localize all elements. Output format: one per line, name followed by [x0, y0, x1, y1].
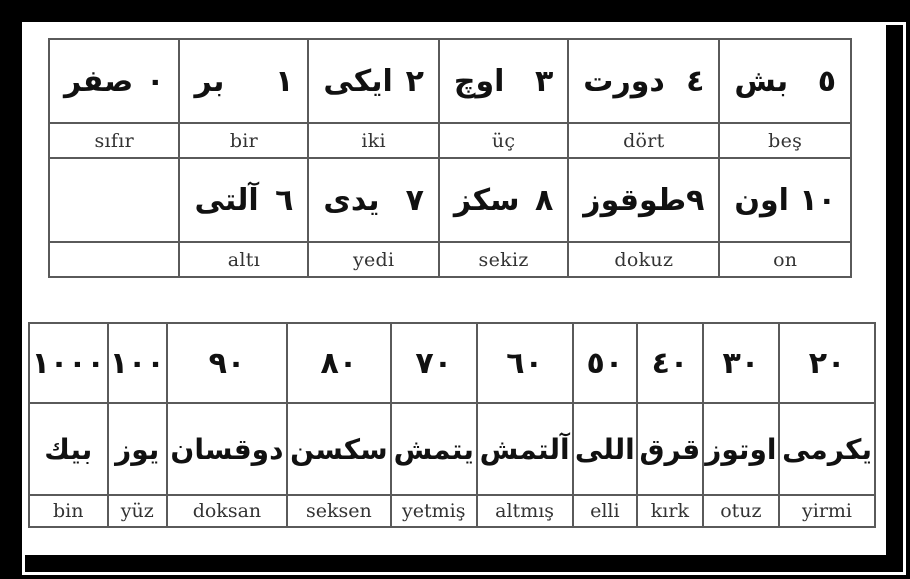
- ottoman-numeral: ٦٠: [506, 345, 543, 381]
- ottoman-numeral: ١: [275, 63, 294, 99]
- ottoman-word: آلتی: [194, 182, 259, 218]
- numeral-cell: [287, 323, 391, 403]
- numeral-cell: [29, 323, 108, 403]
- ottoman-numeral: ٦: [275, 182, 294, 218]
- ottoman-row-1: [49, 39, 851, 123]
- ottoman-word: سکسن: [290, 432, 388, 466]
- latin-cell: [179, 242, 308, 277]
- word-cell: [573, 403, 638, 495]
- cell-9: [568, 158, 719, 242]
- cell-0: [49, 39, 179, 123]
- numeral-cell: [573, 323, 638, 403]
- cell-empty: [49, 158, 179, 242]
- ottoman-word: یوز: [115, 432, 160, 466]
- latin-cell: [179, 123, 308, 158]
- ottoman-word: یکرمی: [782, 432, 872, 466]
- latin-cell: [477, 495, 573, 527]
- numeral-row: [29, 323, 875, 403]
- ottoman-numeral: ٥٠: [586, 345, 624, 381]
- word-cell: [637, 403, 703, 495]
- latin-cell: [308, 123, 439, 158]
- latin-word: sıfır: [94, 129, 134, 152]
- latin-row-2: [49, 242, 851, 277]
- latin-cell: [439, 242, 568, 277]
- word-cell: [108, 403, 167, 495]
- ottoman-word: دورت: [583, 63, 665, 99]
- ottoman-word: یتمش: [393, 432, 474, 466]
- ottoman-numeral: ٢: [405, 63, 424, 99]
- latin-word: üç: [491, 129, 516, 152]
- ottoman-numeral: ٧: [405, 182, 424, 218]
- latin-word: yirmi: [802, 500, 853, 522]
- ottoman-numeral: ٤٠: [651, 345, 689, 381]
- ottoman-word: یدی: [323, 182, 380, 218]
- ottoman-numeral: ٤: [686, 63, 705, 99]
- word-cell: [477, 403, 573, 495]
- numeral-cell: [637, 323, 703, 403]
- latin-word: bir: [229, 129, 259, 152]
- latin-word: yedi: [352, 248, 395, 271]
- latin-row-1: [49, 123, 851, 158]
- ottoman-numeral: ٣٠: [722, 345, 760, 381]
- latin-word: dört: [623, 129, 665, 152]
- latin-cell: [49, 242, 179, 277]
- latin-word: doksan: [192, 500, 262, 522]
- ottoman-numeral: ٨: [534, 182, 554, 218]
- latin-row: [29, 495, 875, 527]
- ottoman-word: اوچ: [453, 63, 505, 99]
- latin-word: seksen: [305, 500, 372, 522]
- latin-cell: [287, 495, 391, 527]
- ottoman-word-row: [29, 403, 875, 495]
- ottoman-numeral: ٠: [146, 63, 165, 99]
- cell-5: [719, 39, 851, 123]
- numeral-cell: [779, 323, 875, 403]
- word-cell: [29, 403, 108, 495]
- ottoman-word: اللی: [574, 432, 635, 466]
- latin-cell: [108, 495, 167, 527]
- ottoman-numeral: ٩٠: [208, 345, 246, 381]
- ottoman-numeral: ٥: [817, 63, 836, 99]
- latin-cell: [29, 495, 108, 527]
- numeral-cell: [391, 323, 477, 403]
- latin-cell: [568, 123, 719, 158]
- latin-word: otuz: [720, 500, 762, 522]
- ottoman-word: بیك: [44, 432, 93, 466]
- latin-word: bin: [53, 500, 84, 522]
- ottoman-word: قرق: [639, 432, 701, 466]
- latin-cell: [637, 495, 703, 527]
- numbers-page: [24, 24, 886, 555]
- numeral-cell: [703, 323, 779, 403]
- ottoman-numeral: ٧٠: [415, 345, 453, 381]
- ottoman-numeral: ١٠٠٠: [31, 345, 105, 381]
- latin-word: kırk: [650, 500, 689, 522]
- latin-word: altı: [227, 248, 261, 271]
- word-cell: [287, 403, 391, 495]
- cell-6: [179, 158, 308, 242]
- ottoman-word: اون: [734, 182, 789, 218]
- latin-cell: [719, 123, 851, 158]
- numbers-table-0-10: [48, 38, 852, 278]
- cell-1: [179, 39, 308, 123]
- latin-cell: [719, 242, 851, 277]
- ottoman-numeral: ٣: [534, 63, 554, 99]
- numeral-cell: [108, 323, 167, 403]
- latin-word: on: [773, 248, 798, 271]
- ottoman-word: ایکی: [323, 63, 393, 99]
- latin-word: sekiz: [478, 248, 529, 271]
- numbers-table-tens: [28, 322, 876, 528]
- latin-word: yetmiş: [401, 500, 466, 522]
- ottoman-word: آلتمش: [479, 432, 570, 466]
- latin-word: dokuz: [614, 248, 674, 271]
- word-cell: [779, 403, 875, 495]
- latin-cell: [308, 242, 439, 277]
- word-cell: [703, 403, 779, 495]
- ottoman-numeral: ٩: [686, 182, 705, 218]
- latin-cell: [391, 495, 477, 527]
- ottoman-word: دوقسان: [170, 432, 284, 466]
- cell-4: [568, 39, 719, 123]
- cell-8: [439, 158, 568, 242]
- ottoman-numeral: ٨٠: [320, 345, 358, 381]
- numeral-cell: [167, 323, 287, 403]
- latin-cell: [573, 495, 638, 527]
- cell-3: [439, 39, 568, 123]
- latin-cell: [49, 123, 179, 158]
- cell-7: [308, 158, 439, 242]
- ottoman-word: بش: [734, 63, 789, 99]
- latin-cell: [568, 242, 719, 277]
- word-cell: [391, 403, 477, 495]
- numeral-cell: [477, 323, 573, 403]
- ottoman-word: طوقوز: [583, 182, 687, 218]
- latin-word: altmış: [495, 500, 555, 522]
- ottoman-word: صفر: [64, 63, 134, 99]
- latin-word: beş: [768, 129, 803, 152]
- word-cell: [167, 403, 287, 495]
- latin-cell: [167, 495, 287, 527]
- latin-cell: [439, 123, 568, 158]
- ottoman-numeral: ١٠: [799, 182, 836, 218]
- ottoman-numeral: ١٠٠: [109, 345, 165, 381]
- ottoman-word: اوتوز: [705, 432, 777, 466]
- ottoman-word: سکز: [453, 182, 520, 218]
- latin-cell: [703, 495, 779, 527]
- latin-word: iki: [361, 129, 386, 152]
- latin-cell: [779, 495, 875, 527]
- latin-word: elli: [590, 500, 620, 522]
- cell-2: [308, 39, 439, 123]
- ottoman-row-2: [49, 158, 851, 242]
- cell-10: [719, 158, 851, 242]
- ottoman-numeral: ٢٠: [808, 345, 846, 381]
- latin-word: yüz: [120, 500, 154, 522]
- ottoman-word: بر: [194, 63, 225, 99]
